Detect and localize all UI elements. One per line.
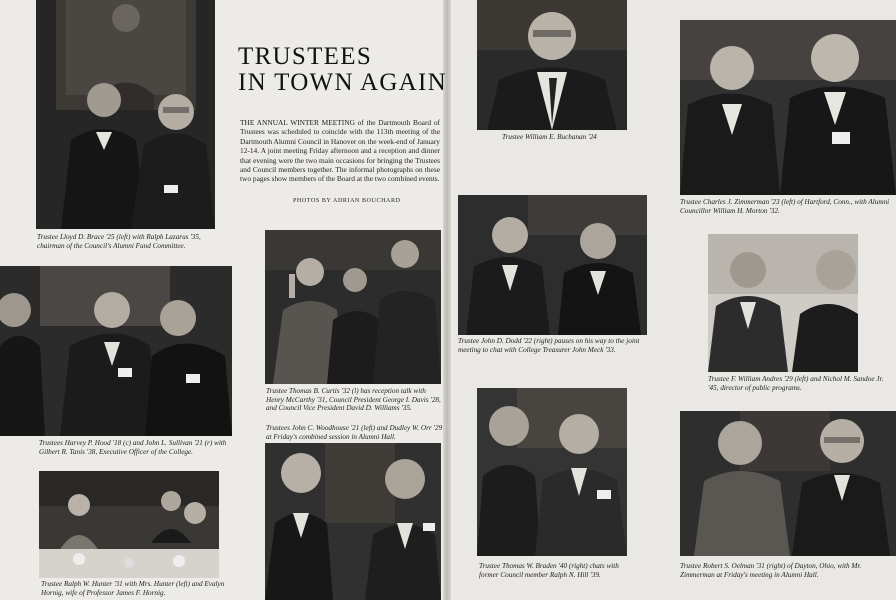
photo-hunter xyxy=(39,471,219,578)
photo-buchanan xyxy=(477,0,627,130)
photo-brace-lazarus xyxy=(36,0,215,229)
photo-oelman-zimmerman xyxy=(680,411,896,556)
caption-dodd: Trustee John D. Dodd '22 (right) pauses on his way to the joint meeting to chat with College Treasurer John Meck '33. xyxy=(458,337,640,354)
photo-woodhouse-orr xyxy=(265,443,441,600)
intro-text: THE ANNUAL WINTER MEETING of the Dartmouth Board of Trustees was scheduled to coincide with the 113th meeting of the Dartmouth Alumni Council in Hanover on the week-end of January 12-14. A joint meeting Friday afternoon and a reception and dinner that evening were the two main occasions for bringing the Trustees and Council members together. The informal photographs on these two pages show members of the Board at the two combined events. xyxy=(240,118,440,184)
caption-hood: Trustees Harvey P. Hood '18 (c) and John L. Sullivan '21 (r) with Gilbert R. Tanis '38, Executive Officer of the College. xyxy=(39,439,227,456)
caption-curtis: Trustee Thomas B. Curtis '32 (l) has reception talk with Henry McCarthy '31, Council President George I. Davis '28, and Council Vice President David D. Williams '35. xyxy=(266,387,441,413)
photo-dodd-meck xyxy=(458,195,647,335)
caption-buchanan: Trustee William E. Buchanan '24 xyxy=(502,133,597,141)
article-title xyxy=(238,44,447,96)
caption-braden: Trustee Thomas W. Braden '40 (right) chats with former Council member Ralph N. Hill '39. xyxy=(479,562,619,579)
photo-curtis xyxy=(265,230,441,384)
caption-andres: Trustee F. William Andres '29 (left) and Nichol M. Sandoe Jr. '45, director of public programs. xyxy=(708,375,884,392)
title-line-2: IN TOWN AGAIN xyxy=(238,69,448,96)
photo-andres-sandoe xyxy=(708,234,858,372)
photo-credit: PHOTOS BY ADRIAN BOUCHARD xyxy=(293,198,401,204)
photo-hood-sullivan xyxy=(0,266,232,436)
caption-oelman: Trustee Robert S. Oelman '31 (right) of Dayton, Ohio, with Mr. Zimmerman at Friday's meeting in Alumni Hall. xyxy=(680,562,862,579)
photo-zimmerman-morton xyxy=(680,20,896,195)
caption-zimmerman: Trustee Charles J. Zimmerman '23 (left) of Hartford, Conn., with Alumni Councillor William H. Morton '32. xyxy=(680,198,890,215)
caption-woodhouse: Trustees John C. Woodhouse '21 (left) and Dudley W. Orr '29 at Friday's combined session in Alumni Hall. xyxy=(266,424,443,441)
title-line-1: TRUSTEES xyxy=(238,43,373,70)
caption-brace: Trustee Lloyd D. Brace '25 (left) with Ralph Lazarus '35, chairman of the Council's Alumni Fund Committee. xyxy=(37,233,201,250)
photo-braden-hill xyxy=(477,388,627,556)
caption-hunter: Trustee Ralph W. Hunter '31 with Mrs. Hunter (left) and Evalyn Hornig, wife of Professor James F. Hornig. xyxy=(41,580,225,597)
